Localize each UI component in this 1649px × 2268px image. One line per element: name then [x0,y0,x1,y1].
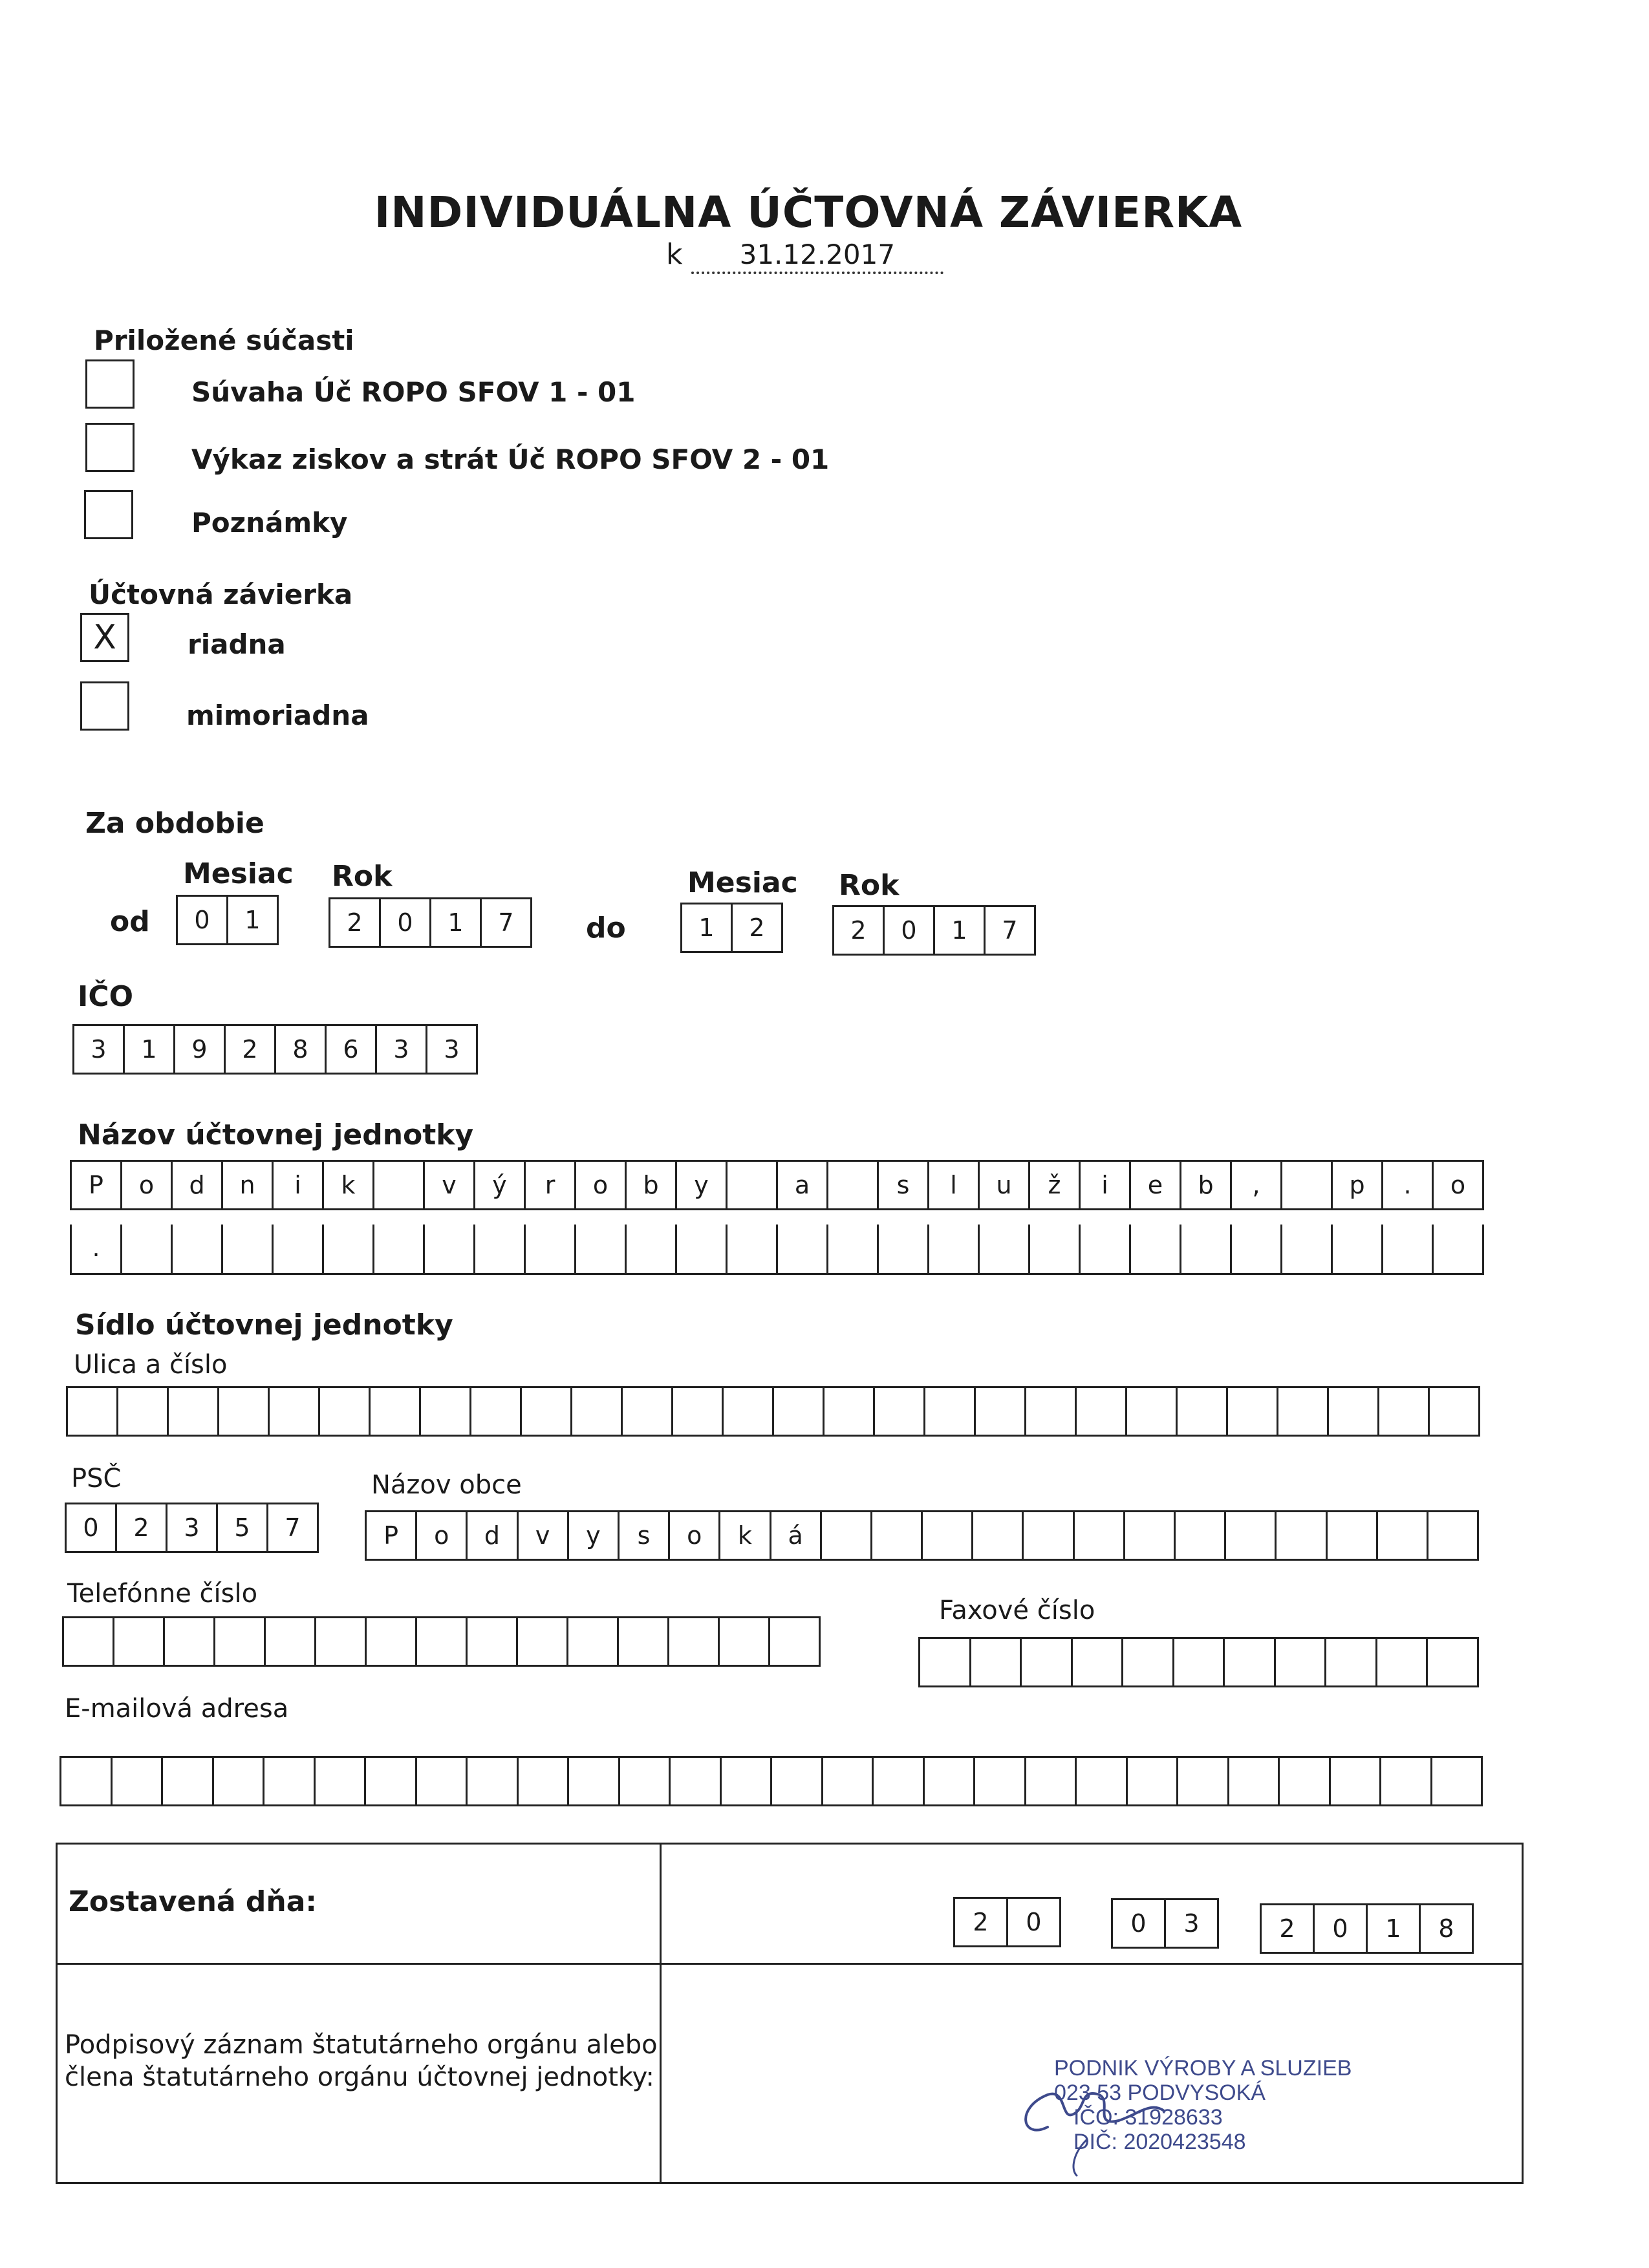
from-year-field[interactable] [329,897,532,948]
street-field[interactable] [66,1386,1480,1437]
grid-cell[interactable] [1381,1756,1432,1806]
entity-name-row-1[interactable] [70,1160,1484,1210]
grid-cell[interactable] [879,1225,929,1275]
grid-cell[interactable] [572,1386,623,1437]
grid-cell[interactable] [366,1756,417,1806]
grid-cell[interactable]: 3 [1166,1898,1219,1949]
grid-cell[interactable]: o [122,1160,173,1210]
grid-cell[interactable] [1075,1510,1125,1561]
grid-cell[interactable] [371,1386,421,1437]
grid-cell[interactable] [627,1225,677,1275]
checkbox-income-statement[interactable] [85,423,135,472]
grid-cell[interactable]: y [677,1160,727,1210]
grid-cell[interactable]: i [1081,1160,1131,1210]
grid-cell[interactable] [122,1225,173,1275]
grid-cell[interactable]: 3 [74,1024,125,1075]
grid-cell[interactable]: o [670,1510,720,1561]
grid-cell[interactable] [724,1386,774,1437]
grid-cell[interactable]: l [929,1160,980,1210]
grid-cell[interactable] [223,1225,274,1275]
grid-cell[interactable]: 5 [218,1503,268,1553]
grid-cell[interactable]: 7 [268,1503,319,1553]
grid-cell[interactable] [421,1386,471,1437]
grid-cell[interactable] [1225,1637,1276,1687]
grid-cell[interactable] [114,1616,165,1667]
grid-cell[interactable] [1174,1637,1225,1687]
grid-cell[interactable]: 0 [67,1503,117,1553]
grid-cell[interactable]: d [468,1510,518,1561]
city-field[interactable] [365,1510,1479,1561]
signature-label [65,2029,658,2093]
grid-cell[interactable]: 3 [427,1024,478,1075]
to-year-label: Rok [839,869,900,902]
grid-cell[interactable] [677,1225,727,1275]
grid-cell[interactable] [64,1616,114,1667]
period-heading: Za obdobie [85,807,264,840]
grid-cell[interactable] [1026,1386,1077,1437]
grid-cell[interactable] [519,1756,570,1806]
grid-cell[interactable] [1123,1637,1174,1687]
to-month-label: Mesiac [687,866,798,899]
grid-cell[interactable] [971,1637,1022,1687]
grid-cell[interactable] [669,1616,720,1667]
grid-cell[interactable] [163,1756,214,1806]
grid-cell[interactable] [722,1756,773,1806]
checkbox-extraordinary[interactable] [80,681,129,731]
grid-cell[interactable] [475,1225,526,1275]
grid-cell[interactable] [823,1756,874,1806]
grid-cell[interactable] [1229,1756,1280,1806]
grid-cell[interactable] [1030,1225,1081,1275]
grid-cell[interactable]: 1 [125,1024,175,1075]
grid-cell[interactable] [1077,1386,1127,1437]
grid-cell[interactable]: b [1181,1160,1232,1210]
compiled-year-field[interactable] [1260,1903,1474,1954]
grid-cell[interactable] [1428,1510,1479,1561]
grid-cell[interactable] [568,1616,619,1667]
grid-cell[interactable]: v [519,1510,569,1561]
grid-cell[interactable] [929,1225,980,1275]
grid-cell[interactable] [173,1225,223,1275]
grid-cell[interactable]: 2 [117,1503,167,1553]
psc-label: PSČ [71,1464,122,1493]
signature-box-row-divider [56,1963,1524,1965]
grid-cell[interactable] [215,1616,266,1667]
grid-cell[interactable] [1178,1756,1229,1806]
psc-field[interactable] [65,1503,319,1553]
grid-cell[interactable] [113,1756,164,1806]
signature-label-line-1: Podpisový záznam štatutárneho orgánu alebo [65,2030,658,2060]
attachments-heading: Priložené súčasti [94,325,354,356]
grid-cell[interactable]: 1 [431,897,482,948]
grid-cell[interactable] [1127,1386,1178,1437]
grid-cell[interactable]: s [620,1510,670,1561]
from-year-label: Rok [332,860,393,893]
grid-cell[interactable] [526,1225,576,1275]
grid-cell[interactable] [1181,1225,1232,1275]
closing-label-extraordinary: mimoriadna [186,700,369,731]
checkbox-regular[interactable]: X [80,613,129,662]
grid-cell[interactable] [772,1756,823,1806]
grid-cell[interactable]: 1 [682,903,733,953]
grid-cell[interactable]: k [324,1160,374,1210]
grid-cell[interactable] [1331,1756,1382,1806]
grid-cell[interactable] [778,1225,828,1275]
grid-cell[interactable]: o [576,1160,627,1210]
grid-cell[interactable] [68,1386,118,1437]
grid-cell[interactable]: 7 [986,905,1036,956]
grid-cell[interactable] [980,1225,1030,1275]
grid-cell[interactable]: y [569,1510,620,1561]
address-heading: Sídlo účtovnej jednotky [75,1309,453,1342]
grid-cell[interactable] [1377,1637,1428,1687]
grid-cell[interactable]: 1 [1368,1903,1421,1954]
stamp-line-3: IČO: 31928633 [1073,2105,1223,2130]
grid-cell[interactable] [824,1386,875,1437]
grid-cell[interactable] [417,1756,468,1806]
grid-cell[interactable]: 2 [955,1897,1008,1947]
grid-cell[interactable]: 2 [1262,1903,1315,1954]
grid-cell[interactable] [316,1616,367,1667]
grid-cell[interactable] [61,1756,113,1806]
grid-cell[interactable] [872,1510,923,1561]
grid-cell[interactable]: 0 [178,895,228,945]
closing-date [666,238,943,274]
grid-cell[interactable] [1024,1510,1074,1561]
grid-cell[interactable] [1434,1225,1484,1275]
grid-cell[interactable] [1128,1756,1179,1806]
grid-cell[interactable] [828,1160,879,1210]
grid-cell[interactable] [975,1756,1026,1806]
grid-cell[interactable] [1378,1510,1428,1561]
grid-cell[interactable] [620,1756,671,1806]
grid-cell[interactable] [1277,1510,1327,1561]
document-title: INDIVIDUÁLNA ÚČTOVNÁ ZÁVIERKA [374,187,1243,237]
city-label: Názov obce [371,1470,522,1500]
grid-cell[interactable]: 2 [733,903,783,953]
grid-cell[interactable]: . [72,1225,122,1275]
phone-field[interactable] [62,1616,821,1667]
grid-cell[interactable] [118,1386,169,1437]
grid-cell[interactable]: 8 [276,1024,327,1075]
signature-box-divider [660,1843,662,2184]
grid-cell[interactable] [623,1386,673,1437]
grid-cell[interactable] [367,1616,417,1667]
grid-cell[interactable] [1022,1637,1073,1687]
grid-cell[interactable] [671,1756,722,1806]
grid-cell[interactable] [673,1386,724,1437]
grid-cell[interactable]: v [425,1160,475,1210]
grid-cell[interactable] [576,1225,627,1275]
date-prefix: k [666,238,683,271]
grid-cell[interactable]: 6 [327,1024,377,1075]
grid-cell[interactable] [774,1386,824,1437]
closing-type-heading: Účtovná závierka [89,579,353,610]
grid-cell[interactable] [468,1616,518,1667]
grid-cell[interactable] [1383,1225,1434,1275]
grid-cell[interactable] [324,1225,374,1275]
grid-cell[interactable] [770,1616,821,1667]
grid-cell[interactable]: a [778,1160,828,1210]
date-value: 31.12.2017 [691,239,943,274]
grid-cell[interactable]: u [980,1160,1030,1210]
stamp-line-1: PODNIK VÝROBY A SLUZIEB [1054,2056,1352,2081]
grid-cell[interactable] [720,1616,770,1667]
grid-cell[interactable]: 0 [1008,1897,1061,1947]
grid-cell[interactable]: . [1383,1160,1434,1210]
grid-cell[interactable]: n [223,1160,274,1210]
grid-cell[interactable]: 2 [226,1024,276,1075]
attachment-label-balance-sheet: Súvaha Úč ROPO SFOV 1 - 01 [191,376,636,408]
grid-cell[interactable] [1282,1160,1333,1210]
grid-cell[interactable]: e [1131,1160,1181,1210]
grid-cell[interactable] [1077,1756,1128,1806]
handwritten-signature [1009,2049,1203,2179]
grid-cell[interactable] [1333,1225,1383,1275]
grid-cell[interactable] [1176,1510,1226,1561]
grid-cell[interactable] [923,1510,973,1561]
attachment-label-notes: Poznámky [191,507,348,539]
grid-cell[interactable] [169,1386,219,1437]
grid-cell[interactable] [822,1510,872,1561]
grid-cell[interactable] [468,1756,519,1806]
grid-cell[interactable]: , [1232,1160,1282,1210]
street-label: Ulica a číslo [74,1350,228,1380]
grid-cell[interactable]: 1 [228,895,279,945]
compiled-label: Zostavená dňa: [69,1885,318,1918]
grid-cell[interactable] [219,1386,270,1437]
grid-cell[interactable] [1178,1386,1228,1437]
grid-cell[interactable] [1326,1637,1377,1687]
entity-name-row-2[interactable] [70,1225,1484,1275]
grid-cell[interactable]: 3 [167,1503,218,1553]
to-month-field[interactable] [680,903,783,953]
grid-cell[interactable] [1226,1510,1277,1561]
ico-label: IČO [78,980,134,1013]
from-month-label: Mesiac [183,857,294,890]
grid-cell[interactable] [1430,1386,1480,1437]
stamp-line-4: DIČ: 2020423548 [1073,2130,1246,2154]
grid-cell[interactable] [1328,1510,1378,1561]
grid-cell[interactable] [1428,1637,1479,1687]
grid-cell[interactable] [425,1225,475,1275]
grid-cell[interactable]: 0 [381,897,431,948]
grid-cell[interactable] [727,1160,778,1210]
grid-cell[interactable] [417,1616,468,1667]
closing-label-regular: riadna [188,628,286,660]
grid-cell[interactable] [274,1225,324,1275]
grid-cell[interactable]: 9 [175,1024,226,1075]
grid-cell[interactable]: o [1434,1160,1484,1210]
grid-cell[interactable]: 8 [1421,1903,1474,1954]
grid-cell[interactable] [1026,1756,1077,1806]
ico-field[interactable] [72,1024,478,1075]
grid-cell[interactable] [1276,1637,1327,1687]
grid-cell[interactable] [874,1756,925,1806]
grid-cell[interactable] [518,1616,568,1667]
grid-cell[interactable] [374,1160,425,1210]
grid-cell[interactable] [320,1386,371,1437]
grid-cell[interactable] [976,1386,1026,1437]
grid-cell[interactable] [1432,1756,1483,1806]
compiled-month-field[interactable] [1111,1898,1219,1949]
to-label: do [586,912,626,945]
compiled-day-field[interactable] [953,1897,1061,1947]
grid-cell[interactable]: 3 [377,1024,427,1075]
grid-cell[interactable] [569,1756,620,1806]
grid-cell[interactable] [973,1510,1024,1561]
grid-cell[interactable] [875,1386,925,1437]
grid-cell[interactable]: 7 [482,897,532,948]
checkbox-notes[interactable] [84,490,133,539]
grid-cell[interactable]: P [367,1510,417,1561]
grid-cell[interactable] [374,1225,425,1275]
grid-cell[interactable] [619,1616,669,1667]
grid-cell[interactable]: o [417,1510,468,1561]
grid-cell[interactable]: 0 [885,905,935,956]
grid-cell[interactable]: i [274,1160,324,1210]
grid-cell[interactable] [925,1386,976,1437]
grid-cell[interactable] [264,1756,316,1806]
grid-cell[interactable]: k [720,1510,771,1561]
grid-cell[interactable] [1081,1225,1131,1275]
fax-field[interactable] [918,1637,1479,1687]
grid-cell[interactable] [920,1637,971,1687]
grid-cell[interactable]: 2 [330,897,381,948]
stamp-line-2: 023 53 PODVYSOKÁ [1054,2081,1266,2105]
signature-label-line-2: člena štatutárneho orgánu účtovnej jednotky: [65,2062,654,2092]
grid-cell[interactable]: p [1333,1160,1383,1210]
grid-cell[interactable] [1329,1386,1379,1437]
grid-cell[interactable] [1125,1510,1176,1561]
grid-cell[interactable] [316,1756,367,1806]
grid-cell[interactable]: ý [475,1160,526,1210]
grid-cell[interactable]: r [526,1160,576,1210]
grid-cell[interactable] [1379,1386,1430,1437]
grid-cell[interactable] [828,1225,879,1275]
entity-name-label: Názov účtovnej jednotky [78,1118,474,1151]
grid-cell[interactable] [266,1616,316,1667]
grid-cell[interactable] [1278,1386,1329,1437]
to-year-field[interactable] [832,905,1036,956]
grid-cell[interactable]: ž [1030,1160,1081,1210]
grid-cell[interactable] [214,1756,265,1806]
grid-cell[interactable] [925,1756,976,1806]
grid-cell[interactable]: 0 [1113,1898,1166,1949]
email-field[interactable] [59,1756,1483,1806]
grid-cell[interactable]: b [627,1160,677,1210]
grid-cell[interactable]: d [173,1160,223,1210]
from-label: od [110,905,150,938]
from-month-field[interactable] [176,895,279,945]
grid-cell[interactable] [727,1225,778,1275]
grid-cell[interactable] [1073,1637,1124,1687]
attachment-label-income-statement: Výkaz ziskov a strát Úč ROPO SFOV 2 - 01 [191,444,830,475]
grid-cell[interactable] [165,1616,215,1667]
checkbox-balance-sheet[interactable] [85,359,135,409]
grid-cell[interactable]: 1 [935,905,986,956]
grid-cell[interactable]: 0 [1315,1903,1368,1954]
grid-cell[interactable]: s [879,1160,929,1210]
grid-cell[interactable] [522,1386,572,1437]
grid-cell[interactable] [1232,1225,1282,1275]
fax-label: Faxové číslo [939,1596,1095,1625]
grid-cell[interactable] [1280,1756,1331,1806]
email-label: E-mailová adresa [65,1694,289,1724]
grid-cell[interactable] [471,1386,522,1437]
grid-cell[interactable] [1282,1225,1333,1275]
phone-label: Telefónne číslo [67,1579,258,1609]
grid-cell[interactable] [1228,1386,1278,1437]
grid-cell[interactable] [270,1386,320,1437]
grid-cell[interactable] [1131,1225,1181,1275]
grid-cell[interactable]: P [72,1160,122,1210]
grid-cell[interactable]: á [771,1510,822,1561]
grid-cell[interactable]: 2 [834,905,885,956]
